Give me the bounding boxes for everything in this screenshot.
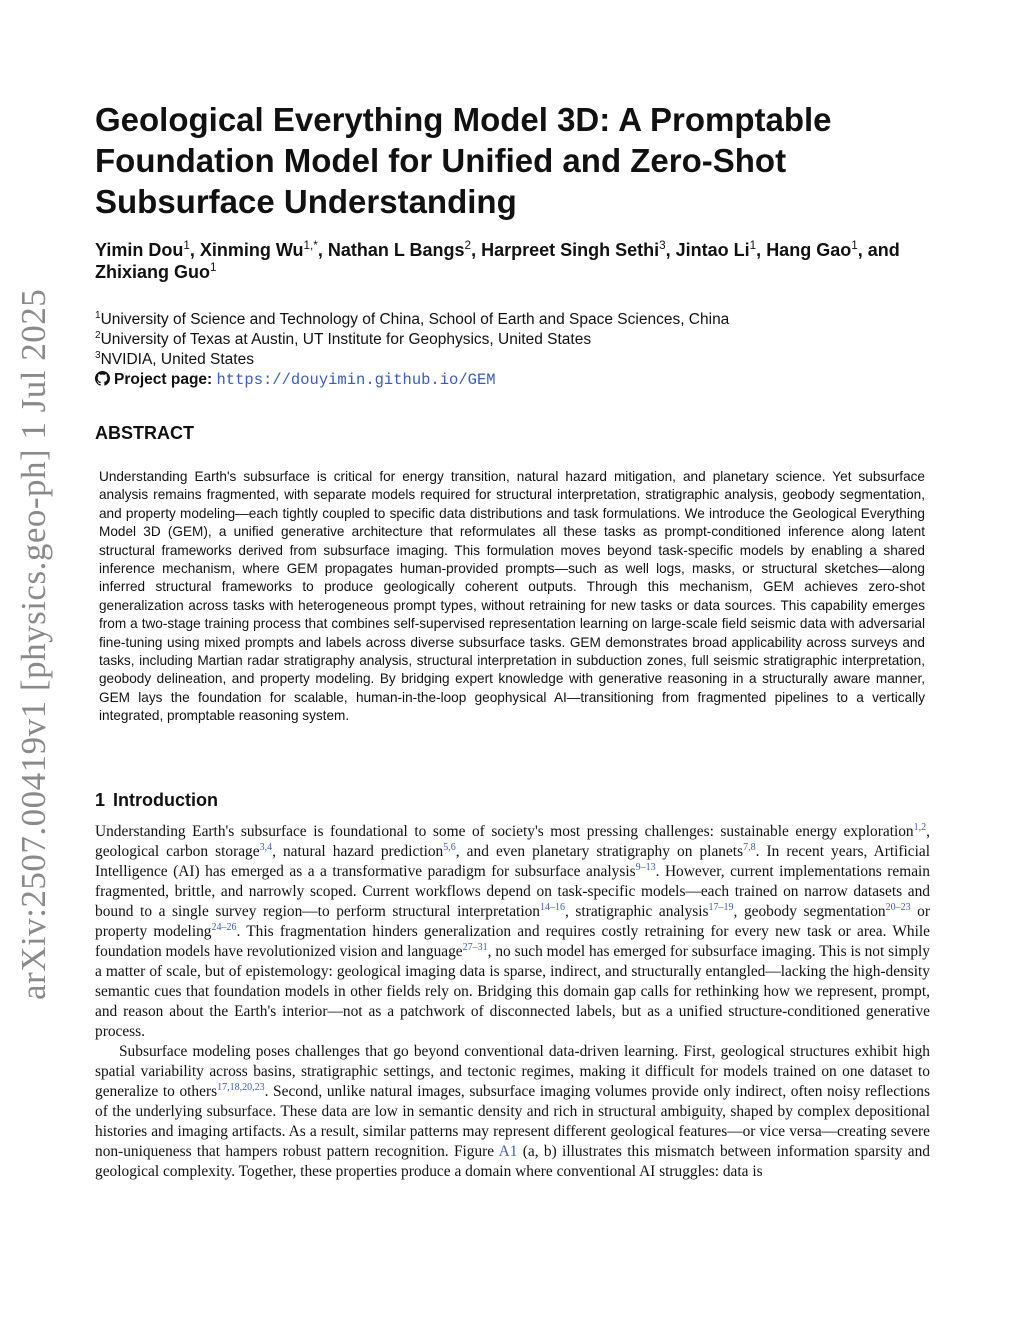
- project-page-link[interactable]: https://douyimin.github.io/GEM: [216, 371, 496, 389]
- author-name: Xinming Wu: [199, 240, 304, 260]
- affiliation-3: [95, 350, 925, 370]
- citation-link[interactable]: 24–26: [211, 921, 237, 933]
- author-separator: , and: [857, 240, 900, 260]
- affiliation-1: [95, 310, 925, 330]
- body-text: , no such model has emerged for subsurface imaging. This is not simply a matter of scale, but of epistemology: geological imaging data is sparse, indirect, and structurally entangled—lacking the high-density semantic cues that foundation models in other fields rely on. Bridging this domain gap calls for rethinking how we represent, prompt, and reason about the Earth's interior—not as a patchwork of disconnected labels, but as a unified structure-conditioned generative process.: [95, 943, 930, 1040]
- section-heading-introduction: [95, 790, 218, 811]
- author-separator: ,: [665, 240, 676, 260]
- introduction-paragraph: [95, 1042, 930, 1182]
- affiliation-2: [95, 330, 925, 350]
- github-icon: [95, 371, 110, 386]
- body-text: , geological carbon storage: [95, 823, 930, 860]
- citation-link[interactable]: 27–31: [462, 941, 488, 953]
- author-name: Hang Gao: [766, 240, 852, 260]
- affiliation-3-text: NVIDIA, United States: [100, 351, 254, 368]
- body-text: . Second, unlike natural images, subsurface imaging volumes provide only indirect, often noisy reflections of the underlying subsurface. These data are low in semantic density and rich in structural ambiguity, shaped by complex depositional histories and imaging artifacts. As a result, similar patterns may represent different geological features—or vice versa—creating severe non-uniqueness that hampers robust pattern recognition. Figure: [95, 1083, 930, 1160]
- author-separator: ,: [471, 240, 482, 260]
- body-text: (a, b) illustrates this mismatch between information sparsity and geological complexity. Together, these properties produce a domain where conventional AI struggles: data is: [95, 1143, 930, 1180]
- author-affiliation-marker: 1,*: [303, 239, 318, 252]
- author-separator: ,: [317, 240, 328, 260]
- author-affiliation-marker: 1: [749, 239, 757, 252]
- arxiv-side-stamp: arXiv:2507.00419v1 [physics.geo-ph] 1 Jul 2025: [14, 288, 53, 1000]
- affiliations: [95, 310, 925, 390]
- author-name: Nathan L Bangs: [327, 240, 465, 260]
- paper-title: Geological Everything Model 3D: A Promptable Foundation Model for Unified and Zero-Shot Subsurface Understanding: [95, 101, 832, 220]
- section-number: 1: [95, 790, 106, 810]
- citation-link[interactable]: 7,8: [743, 841, 756, 853]
- body-text: or property modeling: [95, 903, 930, 940]
- affiliation-2-text: University of Texas at Austin, UT Institute for Geophysics, United States: [100, 331, 592, 348]
- body-text: . In recent years, Artificial Intelligence (AI) has emerged as a a transformative paradigm for subsurface analysis: [95, 843, 930, 880]
- author-separator: ,: [756, 240, 767, 260]
- citation-link[interactable]: 20–23: [885, 901, 911, 913]
- section-title: Introduction: [113, 790, 218, 810]
- author-name: Zhixiang Guo: [95, 262, 210, 282]
- affiliation-1-marker: 1: [95, 309, 101, 321]
- body-text: , and even planetary stratigraphy on planets: [455, 843, 744, 860]
- author-name: Jintao Li: [675, 240, 750, 260]
- body-text: Understanding Earth's subsurface is foundational to some of society's most pressing challenges: sustainable energy exploration: [95, 823, 914, 840]
- project-page-label: Project page: [114, 371, 208, 388]
- body-text: , geobody segmentation: [733, 903, 886, 920]
- abstract-heading: ABSTRACT: [95, 423, 194, 443]
- citation-link[interactable]: 5,6: [443, 841, 456, 853]
- affiliation-1-text: University of Science and Technology of China, School of Earth and Space Sciences, China: [100, 311, 730, 328]
- citation-link[interactable]: 3,4: [259, 841, 273, 853]
- author-affiliation-marker: 2: [464, 239, 472, 252]
- author-separator: ,: [189, 240, 200, 260]
- body-text: . However, current implementations remain fragmented, brittle, and narrowly scoped. Current workflows depend on task-specific models—each trained on narrow datasets and bound to a single survey region—to perform structural interpretation: [95, 863, 930, 920]
- body-text: . This fragmentation hinders generalization and requires costly retraining for every new task or area. While foundation models have revolutionized vision and language: [95, 923, 931, 960]
- introduction-body: [95, 822, 930, 1182]
- author-name: Harpreet Singh Sethi: [481, 240, 660, 260]
- author-affiliation-marker: 1: [851, 239, 858, 252]
- citation-link[interactable]: 17,18,20,23: [217, 1081, 265, 1093]
- author-affiliation-marker: 1: [210, 261, 217, 274]
- author-affiliation-marker: 1: [183, 239, 190, 252]
- author-affiliation-marker: 3: [659, 239, 666, 252]
- figure-reference-link[interactable]: A1: [498, 1143, 518, 1160]
- citation-link[interactable]: 17–19: [708, 901, 734, 913]
- body-text: , natural hazard prediction: [272, 843, 444, 860]
- citation-link[interactable]: 1,2: [913, 821, 927, 833]
- project-page-line: Project page: https://douyimin.github.io/GEM: [95, 370, 925, 390]
- author-name: Yimin Dou: [95, 240, 184, 260]
- body-text: Subsurface modeling poses challenges that go beyond conventional data-driven learning. First, geological structures exhibit high spatial variability across basins, stratigraphic settings, and tectonic regimes, making it difficult for models trained on one dataset to generalize to others: [95, 1043, 930, 1100]
- affiliation-3-marker: 3: [95, 349, 101, 361]
- affiliation-2-marker: 2: [95, 329, 101, 341]
- body-text: , stratigraphic analysis: [565, 903, 709, 920]
- abstract-text: Understanding Earth's subsurface is critical for energy transition, natural hazard mitigation, and planetary science. Yet subsurface analysis remains fragmented, with separate models required for structural interpretation, stratigraphic analysis, geobody segmentation, and property modeling—each tightly coupled to specific data distributions and task formulations. We introduce the Geological Everything Model 3D (GEM), a unified generative architecture that reformulates all these tasks as prompt-conditioned inference along latent structural frameworks derived from subsurface imaging. This formulation moves beyond task-specific models by enabling a shared inference mechanism, where GEM propagates human-provided prompts—such as well logs, masks, or structural sketches—along inferred structural frameworks to produce geologically coherent outputs. Through this mechanism, GEM achieves zero-shot generalization across tasks with heterogeneous prompt types, without retraining for new tasks or data sources. This capability emerges from a two-stage training process that combines self-supervised representation learning on large-scale field seismic data with adversarial fine-tuning using mixed prompts and labels across diverse subsurface tasks. GEM demonstrates broad applicability across surveys and tasks, including Martian radar stratigraphy analysis, structural interpretation in subduction zones, full seismic stratigraphic interpretation, geobody delineation, and property modeling. By bridging expert knowledge with generative reasoning in a structurally aware manner, GEM lays the foundation for scalable, human-in-the-loop geophysical AI—transitioning from fragmented pipelines to a vertically integrated, promptable reasoning system.: [99, 469, 925, 724]
- introduction-paragraph: [95, 822, 930, 1042]
- citation-link[interactable]: 9–13: [635, 861, 656, 873]
- author-list: [95, 239, 925, 283]
- citation-link[interactable]: 14–16: [540, 901, 565, 913]
